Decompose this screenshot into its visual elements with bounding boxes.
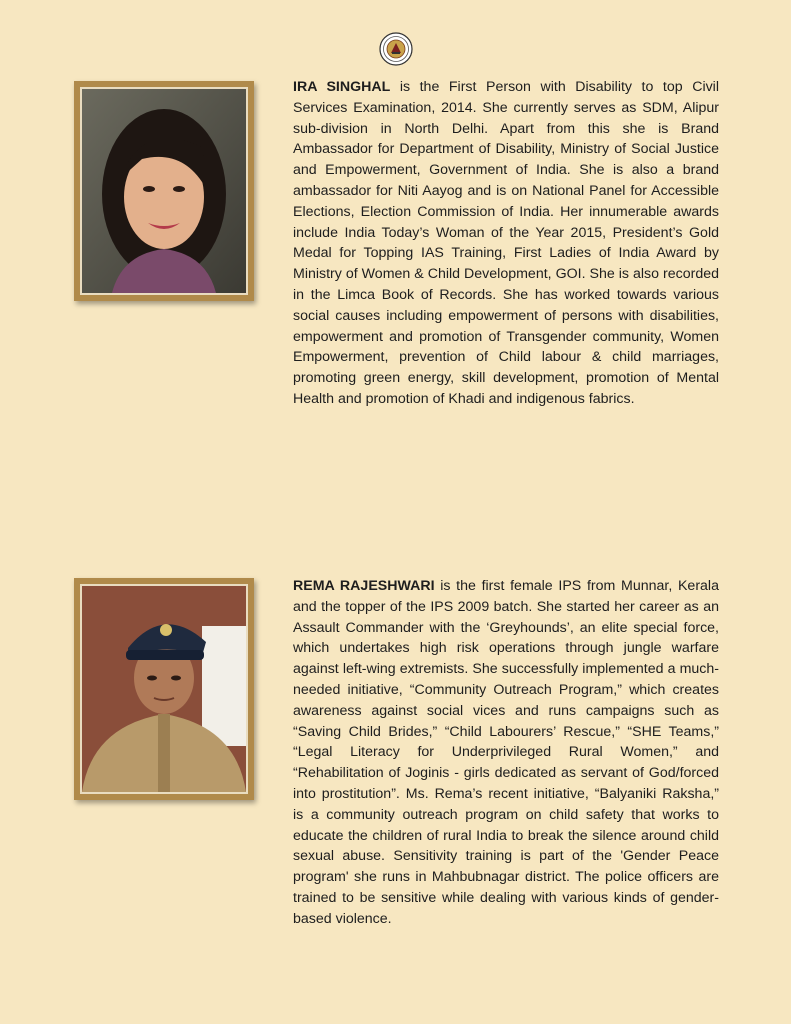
profile-name: REMA RAJESHWARI <box>293 578 435 594</box>
profile-bio-text: is the first female IPS from Munnar, Kerala and the topper of the IPS 2009 batch. She started her career as an Assault Commander with the ‘Greyhounds’, an elite special force, which undertakes high risk operations through jungle warfare against left-wing extremists. She successfully implemented a much-needed initiative, “Community Outreach Program,” which creates awareness against social vices and runs campaigns such as “Saving Child Brides,” “Child Labourers’ Rescue,” “SHE Teams,” “Legal Literacy for Underprivileged Rural Women,” and “Rehabilitation of Joginis - girls dedicated as servant of God/forced into prostitution”. Ms. Rema’s recent initiative, “Balyaniki Raksha,” is a community outreach program on child safety that works to educate the children of rural India to break the silence around child sexual abuse. Sensitivity training is part of the 'Gender Peace program' she runs in Mahbubnagar district. The police officers are trained to be sensitive while dealing with various kinds of gender-based violence. <box>293 578 719 927</box>
profile-photo-frame <box>74 81 254 301</box>
profile-photo-rema-rajeshwari <box>82 586 246 792</box>
profile-photo-ira-singhal <box>82 89 246 293</box>
profile-bio-text: is the First Person with Disability to top Civil Services Examination, 2014. She currently serves as SDM, Alipur sub-division in North Delhi. Apart from this she is Brand Ambassador for Department of Disability, Ministry of Social Justice and Empowerment, Government of India. She is also a brand ambassador for Niti Aayog and is on National Panel for Accessible Elections, Election Commission of India. Her innumerable awards include India Today’s Woman of the Year 2015, President’s Gold Medal for Topping IAS Training, First Ladies of India Award by Ministry of Women & Child Development, GOI. She is also recorded in the Limca Book of Records. She has worked towards various social causes including empowerment of persons with disabilities, empowerment and promotion of Transgender community, Women Empowerment, prevention of Child labour & child marriages, promoting green energy, skill development, promotion of Mental Health and promotion of Khadi and indigenous fabrics. <box>293 79 719 407</box>
emblem-seal-icon <box>379 32 413 66</box>
profile-photo-frame <box>74 578 254 800</box>
bio-rema-rajeshwari <box>293 576 719 930</box>
profile-name: IRA SINGHAL <box>293 79 391 95</box>
bio-ira-singhal <box>293 77 719 410</box>
